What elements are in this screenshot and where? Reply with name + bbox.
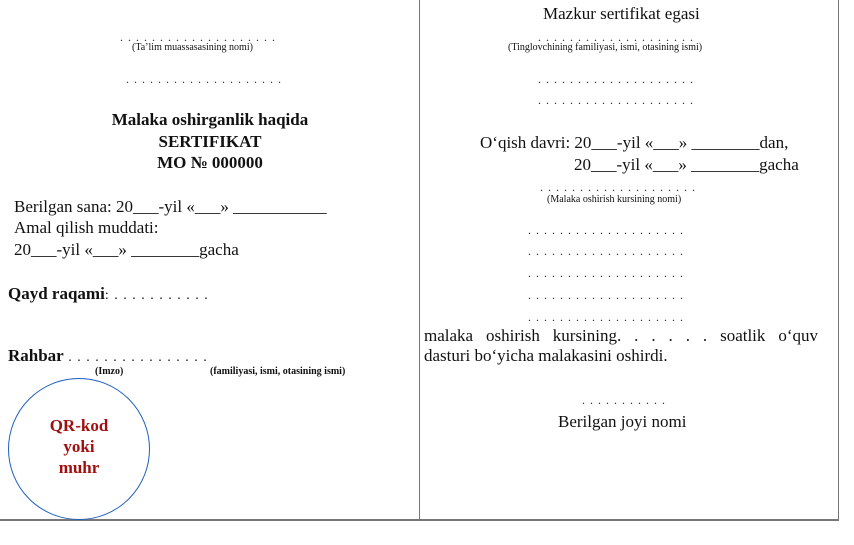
validity-date-line: 20___-yil «___» ________gacha: [14, 240, 239, 259]
statement-line-1: malaka oshirish kursining. . . . . . soatlik o‘quv: [424, 326, 818, 345]
head-dots: . . . . . . . . . . . . . . . .: [63, 350, 208, 365]
course-dots-3: . . . . . . . . . . . . . . . . . . . .: [528, 244, 684, 258]
course-dots-2: . . . . . . . . . . . . . . . . . . . .: [528, 223, 684, 237]
owner-label: (Tinglovchining familiyasi, ismi, otasining ismi): [508, 42, 703, 53]
title-line-1: Malaka oshirganlik haqida: [111, 110, 309, 129]
head-label: Rahbar: [8, 346, 64, 365]
fullname-label: (familiyasi, ismi, otasining ismi): [210, 366, 346, 377]
owner-dots-2: . . . . . . . . . . . . . . . . . . . .: [538, 72, 694, 86]
place-dots: . . . . . . . . . . .: [582, 393, 666, 407]
page-divider: [419, 0, 420, 519]
study-period-line-2: 20___-yil «___» ________gacha: [574, 155, 799, 174]
course-dots: . . . . . . . . . . . . . . . . . . . .: [540, 180, 696, 194]
qr-code-stamp-placeholder: [8, 378, 150, 520]
qr-text-line-3: muhr: [58, 458, 100, 477]
issue-place-label: Berilgan joyi nomi: [558, 412, 687, 431]
owner-dots: . . . . . . . . . . . . . . . . . . . .: [538, 30, 694, 44]
institution-dots-2: . . . . . . . . . . . . . . . . . . . .: [126, 72, 282, 86]
course-dots-5: . . . . . . . . . . . . . . . . . . . .: [528, 288, 684, 302]
owner-dots-3: . . . . . . . . . . . . . . . . . . . .: [538, 93, 694, 107]
qr-text-line-2: yoki: [63, 437, 95, 456]
validity-label: Amal qilish muddati:: [14, 218, 159, 237]
owner-heading: Mazkur sertifikat egasi: [543, 4, 700, 23]
certificate-number: MO № 000000: [157, 153, 263, 172]
issue-date-line: Berilgan sana: 20___-yil «___» ___________: [14, 197, 327, 216]
institution-label: (Ta’lim muassasasining nomi): [132, 42, 253, 53]
course-dots-6: . . . . . . . . . . . . . . . . . . . .: [528, 310, 684, 324]
course-label: (Malaka oshirish kursining nomi): [547, 194, 682, 205]
qr-text-line-1: QR-kod: [49, 416, 109, 435]
registration-row: [8, 284, 209, 304]
registration-dots: : . . . . . . . . . . .: [104, 288, 209, 303]
signature-label: (Imzo): [95, 366, 124, 377]
head-row: [8, 346, 208, 366]
registration-label: Qayd raqami: [8, 284, 105, 303]
statement-line-2: dasturi bo‘yicha malakasini oshirdi.: [424, 346, 668, 365]
course-dots-4: . . . . . . . . . . . . . . . . . . . .: [528, 266, 684, 280]
title-line-2: SERTIFIKAT: [158, 132, 262, 151]
study-period-line-1: O‘qish davri: 20___-yil «___» ________dan,: [480, 133, 789, 152]
institution-dots: . . . . . . . . . . . . . . . . . . . .: [120, 30, 276, 44]
